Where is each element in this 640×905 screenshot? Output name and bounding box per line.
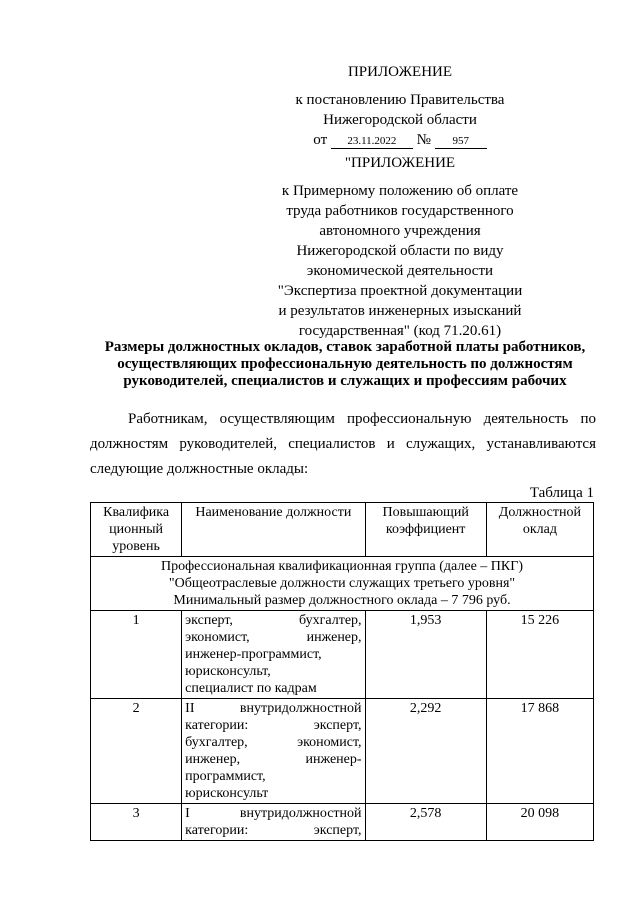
group-row bbox=[91, 557, 594, 611]
document-title bbox=[90, 339, 600, 390]
group-line: "Общеотраслевые должности служащих третьего уровня" bbox=[168, 576, 516, 591]
coefficient-cell: 2,578 bbox=[365, 804, 486, 841]
table-header-row bbox=[91, 503, 594, 557]
group-cell bbox=[91, 557, 594, 611]
header-text: Должностной bbox=[498, 505, 581, 520]
position-line: специалист по кадрам bbox=[185, 681, 317, 696]
header-text: уровень bbox=[112, 539, 160, 554]
header-coefficient bbox=[365, 503, 486, 557]
position-line: I внутридолжностной bbox=[185, 806, 362, 821]
coefficient-cell: 1,953 bbox=[365, 611, 486, 699]
salary-cell: 15 226 bbox=[486, 611, 593, 699]
coefficient-cell: 2,292 bbox=[365, 699, 486, 804]
from-label: от bbox=[313, 132, 328, 148]
position-line: юрисконсульт, bbox=[185, 664, 271, 679]
table-caption: Таблица 1 bbox=[529, 485, 594, 501]
salary-table bbox=[90, 502, 594, 841]
position-line: инженер-программист, bbox=[185, 647, 322, 662]
appendix2-line: труда работников государственного bbox=[286, 203, 514, 219]
number-label: № bbox=[416, 132, 431, 148]
table-row bbox=[91, 611, 594, 699]
header-text: ционный bbox=[109, 522, 164, 537]
position-cell bbox=[182, 611, 365, 699]
appendix-line: к постановлению Правительства bbox=[295, 92, 505, 108]
appendix2-line: и результатов инженерных изысканий bbox=[278, 303, 522, 319]
salary-cell: 17 868 bbox=[486, 699, 593, 804]
position-line: эксперт, бухгалтер, bbox=[185, 613, 362, 628]
level-cell: 2 bbox=[91, 699, 182, 804]
header-position-name: Наименование должности bbox=[182, 503, 365, 557]
appendix-regulation-header bbox=[240, 153, 560, 341]
date-number-line bbox=[240, 130, 560, 150]
appendix2-line: автономного учреждения bbox=[319, 223, 481, 239]
appendix2-line: к Примерному положению об оплате bbox=[281, 183, 519, 199]
level-cell: 3 bbox=[91, 804, 182, 841]
position-line: категории: эксперт, bbox=[185, 718, 362, 733]
header-text: коэффициент bbox=[385, 522, 466, 537]
appendix2-title: "ПРИЛОЖЕНИЕ bbox=[344, 155, 456, 171]
resolution-number: 957 bbox=[435, 134, 487, 149]
resolution-date: 23.11.2022 bbox=[331, 134, 413, 149]
table-row bbox=[91, 804, 594, 841]
table-row bbox=[91, 699, 594, 804]
appendix-line: Нижегородской области bbox=[323, 112, 477, 128]
position-cell bbox=[182, 804, 365, 841]
position-cell bbox=[182, 699, 365, 804]
appendix2-line: Нижегородской области по виду bbox=[296, 243, 504, 259]
appendix-title: ПРИЛОЖЕНИЕ bbox=[347, 64, 453, 80]
header-qualification-level bbox=[91, 503, 182, 557]
header-text: оклад bbox=[522, 522, 557, 537]
position-line: II внутридолжностной bbox=[185, 701, 362, 716]
body-paragraph bbox=[90, 407, 596, 482]
appendix2-line: государственная" (код 71.20.61) bbox=[298, 323, 502, 339]
document-title-line: руководителей, специалистов и служащих и профессиям рабочих bbox=[123, 373, 567, 389]
header-text: Повышающий bbox=[382, 505, 469, 520]
position-line: экономист, инженер, bbox=[185, 630, 362, 645]
appendix2-line: "Экспертиза проектной документации bbox=[277, 283, 523, 299]
position-line: бухгалтер, экономист, bbox=[185, 735, 362, 750]
group-line: Профессиональная квалификационная группа (далее – ПКГ) bbox=[160, 559, 524, 574]
position-line: программист, bbox=[185, 769, 266, 784]
salary-cell: 20 098 bbox=[486, 804, 593, 841]
level-cell: 1 bbox=[91, 611, 182, 699]
header-salary bbox=[486, 503, 593, 557]
position-line: инженер, инженер- bbox=[185, 752, 362, 767]
body-paragraph-text: Работникам, осуществляющим профессиональную деятельность по должностям руководителей, специалистов и служащих, устанавливаются следующие должностные оклады: bbox=[90, 411, 596, 477]
position-line: категории: эксперт, bbox=[185, 823, 362, 838]
appendix-resolution-header bbox=[240, 62, 560, 150]
group-line: Минимальный размер должностного оклада – 7 796 руб. bbox=[173, 593, 511, 608]
appendix2-line: экономической деятельности bbox=[306, 263, 494, 279]
document-title-line: Размеры должностных окладов, ставок заработной платы работников, bbox=[104, 339, 586, 355]
position-line: юрисконсульт bbox=[185, 786, 269, 801]
header-text: Квалифика bbox=[103, 505, 170, 520]
document-title-line: осуществляющих профессиональную деятельность по должностям bbox=[117, 356, 573, 372]
